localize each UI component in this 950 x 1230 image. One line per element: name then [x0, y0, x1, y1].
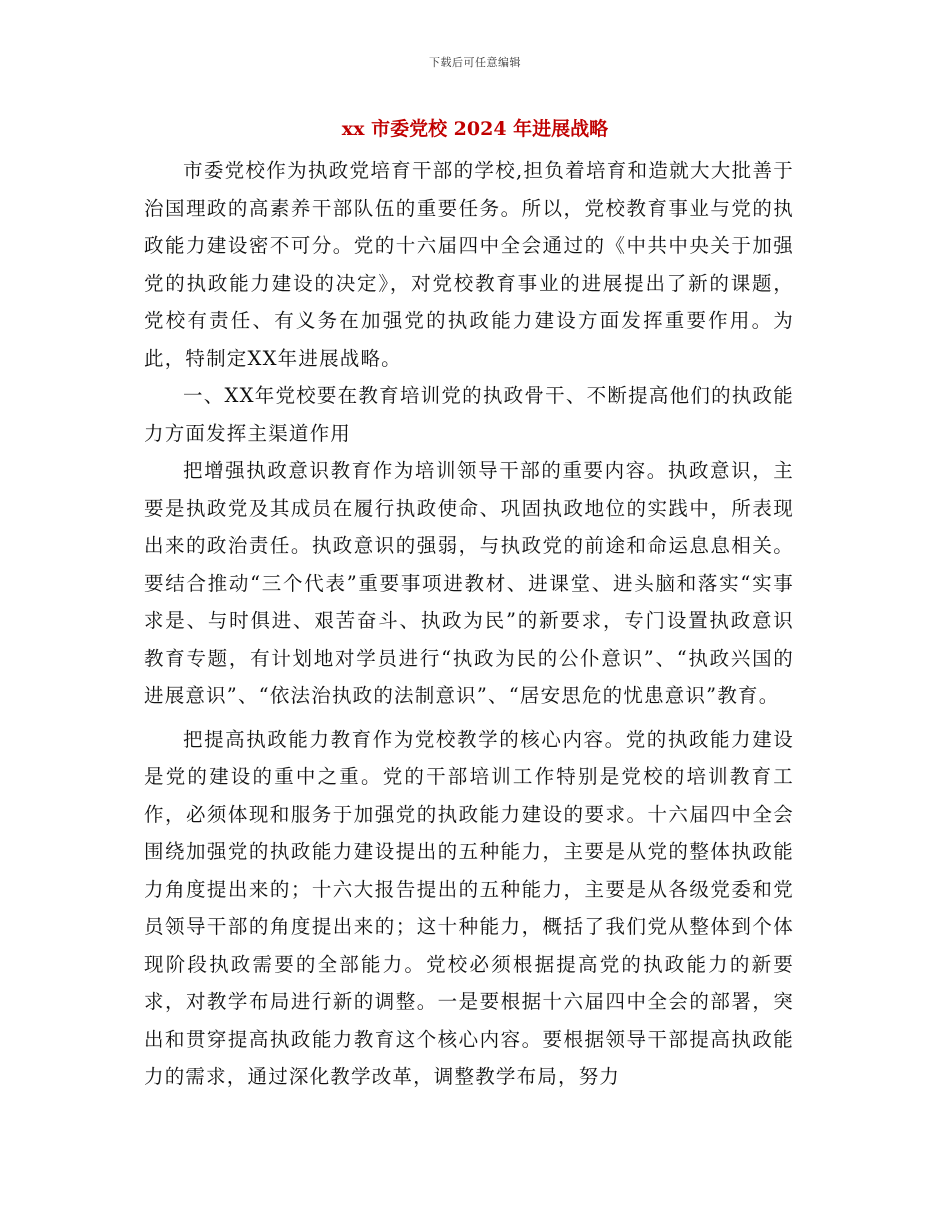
paragraph-section-heading: 一、XX年党校要在教育培训党的执政骨干、不断提高他们的执政能力方面发挥主渠道作用	[144, 384, 794, 445]
document-title: xx 市委党校 2024 年进展战略	[341, 118, 609, 140]
paragraph-awareness: 把增强执政意识教育作为培训领导干部的重要内容。执政意识，主要是执政党及其成员在履行执政使命、巩固执政地位的实践中，所表现出来的政治责任。执政意识的强弱，与执政党的前途和命运息息相关。要结合推动“三个代表”重要事项进教材、进课堂、进头脑和落实“实事求是、与时俱进、艰苦奋斗、执政为民”的新要求，专门设置执政意识教育专题，有计划地对学员进行“执政为民的公仆意识”、“执政兴国的进展意识”、“依法治执政的法制意识”、“居安思危的忧患意识”教育。	[144, 459, 794, 707]
document-body	[144, 152, 794, 1096]
page-header-note: 下载后可任意编辑	[429, 56, 521, 69]
paragraph-capability: 把提高执政能力教育作为党校教学的核心内容。党的执政能力建设是党的建设的重中之重。党的干部培训工作特别是党校的培训教育工作，必须体现和服务于加强党的执政能力建设的要求。十六届四中全会围绕加强党的执政能力建设提出的五种能力，主要是从党的整体执政能力角度提出来的；十六大报告提出的五种能力，主要是从各级党委和党员领导干部的角度提出来的；这十种能力，概括了我们党从整体到个体现阶段执政需要的全部能力。党校必须根据提高党的执政能力的新要求，对教学布局进行新的调整。一是要根据十六届四中全会的部署，突出和贯穿提高执政能力教育这个核心内容。要根据领导干部提高执政能力的需求，通过深化教学改革，调整教学布局，努力	[144, 727, 794, 1088]
paragraph-intro: 市委党校作为执政党培育干部的学校,担负着培育和造就大大批善于治国理政的高素养干部队伍的重要任务。所以，党校教育事业与党的执政能力建设密不可分。党的十六届四中全会通过的《中共中央关于加强党的执政能力建设的决定》，对党校教育事业的进展提出了新的课题，党校有责任、有义务在加强党的执政能力建设方面发挥重要作用。为此，特制定XX年进展战略。	[144, 159, 794, 370]
